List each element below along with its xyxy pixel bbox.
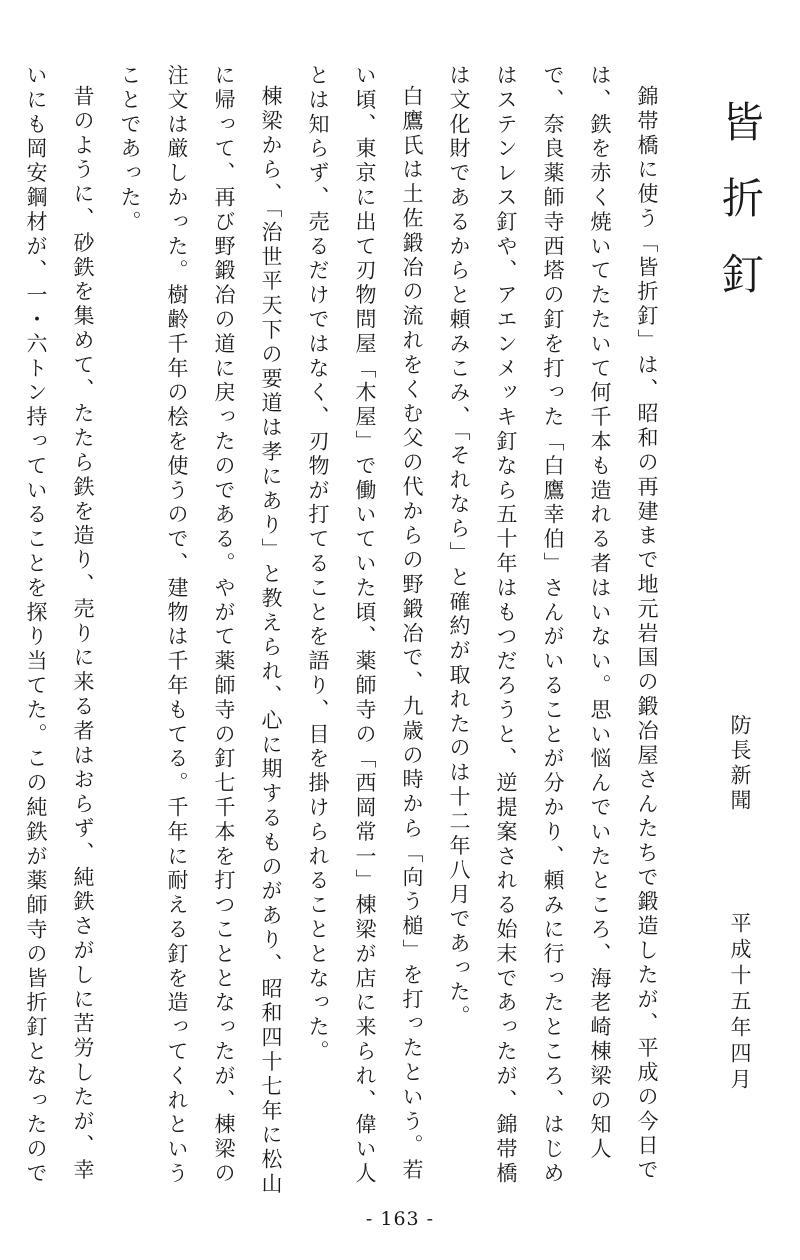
article-title: 皆折釘 [716, 100, 765, 328]
paragraph: 昔のように、砂鉄を集めて、たたら鉄を造り、売りに来る者はおらず、純鉄さがしに苦労したが、幸いにも岡安鋼材が、一・六トン持っていることを探り当てた。この純鉄が薬師寺の皆折釘となったので [24, 64, 95, 1187]
source-byline: 防長新聞 [728, 714, 752, 814]
article-body [0, 64, 670, 1204]
paragraph: 白鷹氏は土佐鍛冶の流れをくむ父の代からの野鍛冶で、九歳の時から「向う槌」を打ったという。若い頃、東京に出て刃物問屋「木屋」で働いていた頃、薬師寺の「西岡常一」棟梁が店に来られ、偉い人とは知らず、売るだけではなく、刃物が打てることを語り、目を掛けられることとなった。 [306, 64, 424, 1187]
paragraph: 棟梁から、「治世平天下の要道は孝にあり」と教えられ、心に期するものがあり、昭和四十七年に松山に帰って、再び野鍛冶の道に戻ったのである。やがて薬師寺の釘七千本を打つこととなったが、棟梁の注文は厳しかった。樹齢千年の桧を使うので、建物は千年もてる。千年に耐える釘を造ってくれということであった。 [118, 64, 283, 1197]
paragraph: 錦帯橋に使う「皆折釘」は、昭和の再建まで地元岩国の鍛冶屋さんたちで鍛造したが、平成の今日では、鉄を赤く焼いてたたいて何千本も造れる者はいない。思い悩んでいたところ、海老崎棟梁の知人で、奈良薬師寺西塔の釘を打った「白鷹幸伯」さんがいることが分かり、頼みに行ったところ、はじめはステンレス釘や、アエンメッキ釘なら五十年はもつだろうと、逆提案される始末であったが、錦帯橋は文化財であるからと頼みこみ、「それなら」と確約が取れたのは十二年八月であった。 [447, 64, 659, 1187]
page-number: - 163 - [365, 1208, 435, 1230]
publication-date: 平成十五年四月 [728, 912, 752, 1094]
